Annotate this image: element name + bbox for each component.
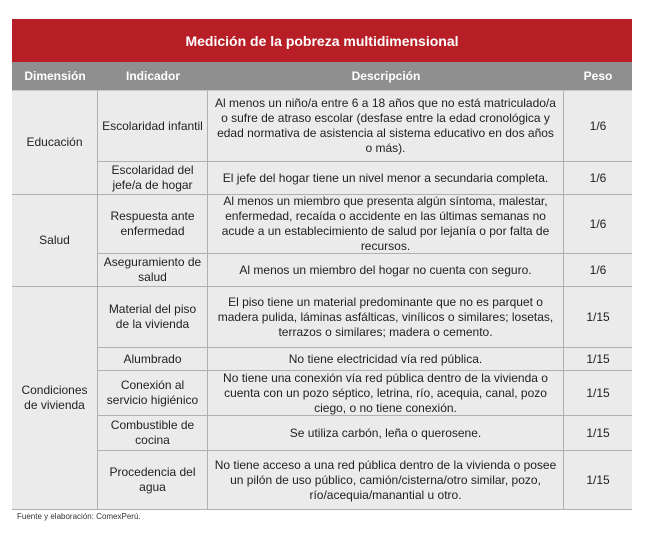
source-note: Fuente y elaboración: ComexPerú.	[17, 512, 141, 521]
weight-cell: 1/15	[586, 385, 610, 400]
header-description: Descripción	[351, 69, 421, 83]
weight-cell: 1/6	[589, 118, 607, 133]
indicator-cell: Respuesta ante enfermedad	[98, 195, 208, 253]
description-cell: Al menos un niño/a entre 6 a 18 años que no está matriculado/a o sufre de atraso escolar (desfase entre la edad cronológica y edad normativa de asistencia al sistema educativo en dos años o más).	[208, 91, 564, 161]
dimension-cell: Salud	[12, 195, 98, 286]
weight-cell: 1/6	[589, 262, 607, 277]
indicator-cell: Escolaridad infantil	[98, 91, 208, 161]
header-indicator: Indicador	[125, 69, 180, 83]
description-cell: No tiene electricidad vía red pública.	[208, 348, 564, 370]
indicator-cell: Material del piso de la vivienda	[98, 287, 208, 347]
table-row	[98, 287, 632, 348]
weight-cell: 1/6	[589, 170, 607, 185]
indicator-cell: Aseguramiento de salud	[98, 254, 208, 286]
weight-cell: 1/6	[589, 216, 607, 231]
table-row	[98, 371, 632, 416]
table-row	[98, 254, 632, 286]
group-housing	[12, 287, 632, 510]
description-cell: El jefe del hogar tiene un nivel menor a secundaria completa.	[208, 162, 564, 194]
dimension-cell: Condiciones de vivienda	[12, 287, 98, 509]
description-cell: Al menos un miembro del hogar no cuenta con seguro.	[208, 254, 564, 286]
header-dimension: Dimensión	[24, 69, 86, 83]
table-row	[98, 451, 632, 509]
indicator-cell: Procedencia del agua	[98, 451, 208, 509]
indicator-cell: Escolaridad del jefe/a de hogar	[98, 162, 208, 194]
indicator-cell: Alumbrado	[98, 348, 208, 370]
table-row	[98, 162, 632, 194]
weight-cell: 1/15	[586, 351, 610, 366]
indicator-cell: Combustible de cocina	[98, 416, 208, 450]
poverty-table	[12, 19, 632, 510]
weight-cell: 1/15	[586, 309, 610, 324]
description-cell: Se utiliza carbón, leña o querosene.	[208, 416, 564, 450]
table-row	[98, 195, 632, 254]
weight-cell: 1/15	[586, 425, 610, 440]
header-weight: Peso	[583, 69, 613, 83]
group-health	[12, 195, 632, 287]
table-row	[98, 91, 632, 162]
weight-cell: 1/15	[586, 472, 610, 487]
indicator-cell: Conexión al servicio higiénico	[98, 371, 208, 415]
table-title: Medición de la pobreza multidimensional	[12, 19, 632, 62]
table-row	[98, 416, 632, 451]
description-cell: El piso tiene un material predominante que no es parquet o madera pulida, láminas asfálticas, vinílicos o similares; losetas, terrazos o similares; madera o cemento.	[208, 287, 564, 347]
table-row	[98, 348, 632, 371]
description-cell: No tiene acceso a una red pública dentro de la vivienda o posee un pilón de uso público, camión/cisterna/otro similar, pozo, río/acequia/manantial u otro.	[208, 451, 564, 509]
description-cell: No tiene una conexión vía red pública dentro de la vivienda o cuenta con un pozo séptico, letrina, río, acequia, canal, pozo ciego, o no tiene conexión.	[208, 371, 564, 415]
table-header	[12, 62, 632, 91]
group-education	[12, 91, 632, 195]
description-cell: Al menos un miembro que presenta algún síntoma, malestar, enfermedad, recaída o accidente en las últimas semanas no acude a un establecimiento de salud por lejanía o por falta de recursos.	[208, 195, 564, 253]
dimension-cell: Educación	[12, 91, 98, 194]
